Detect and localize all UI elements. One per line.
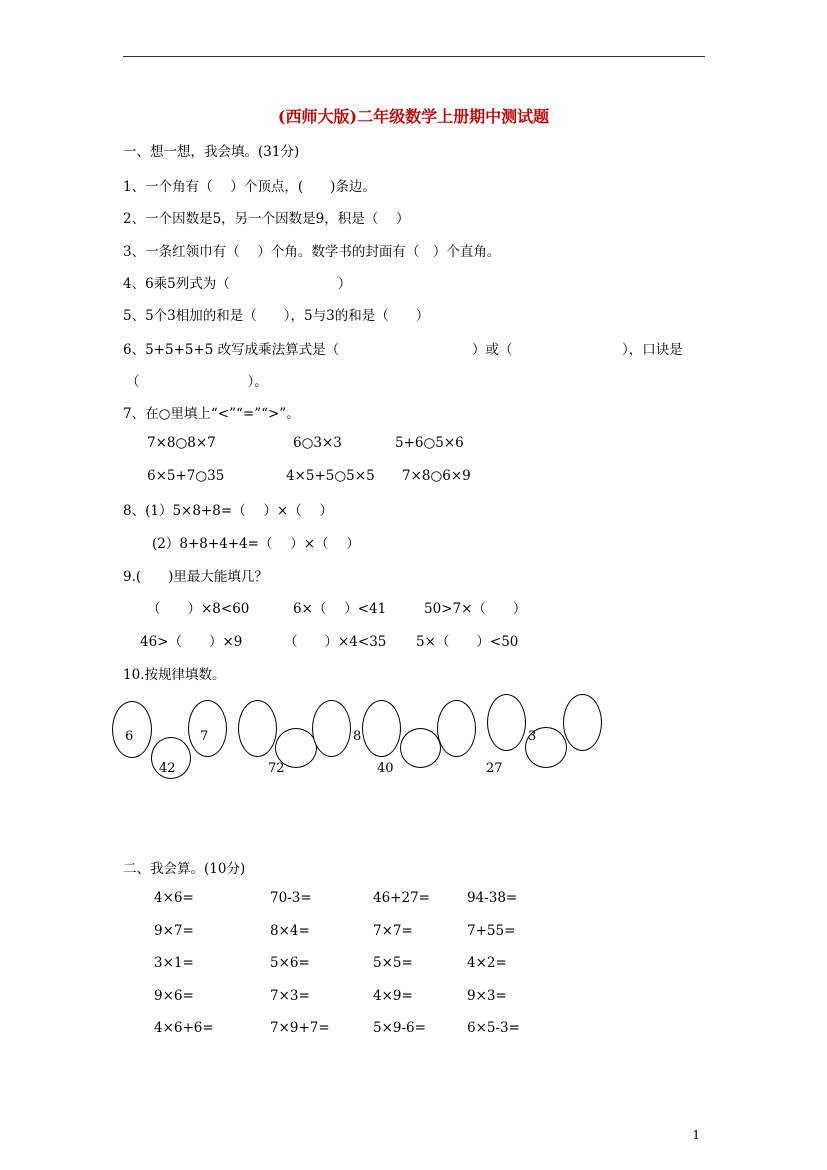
q7-item: 4×5+5○5×5 [286,468,375,484]
question-9: 9.( )里最大能填几？ [123,569,268,585]
calc-item: 5×9-6= [373,1020,426,1036]
pattern-number: 40 [377,761,394,776]
pattern-number: 7 [200,729,209,744]
q9-item: 6×（ ）<41 [293,601,387,617]
calc-item: 94-38= [467,890,518,906]
calc-item: 7×3= [270,988,310,1004]
calc-item: 7×7= [373,923,413,939]
question-8-part2: (2）8+8+4+4=（ ）×（ ） [152,536,360,552]
calc-item: 7+55= [467,923,516,939]
q9-item: 50>7×（ ） [424,601,527,617]
pattern-circle [487,694,526,751]
calc-item: 3×1= [154,955,194,971]
calc-item: 46+27= [373,890,430,906]
pattern-circle [238,700,277,757]
question-6-part2: ）或（ [472,342,513,358]
question-7: 7、在○里填上“<”“=”“>”。 [123,406,300,422]
q9-item: （ ）×8<60 [147,601,250,617]
pattern-circle [563,694,602,751]
question-4: 4、6乘5列式为（ ） [123,276,352,292]
calc-item: 7×9+7= [270,1020,330,1036]
pattern-circle [400,728,441,768]
question-1: 1、一个角有（ ）个顶点，( )条边。 [123,179,376,195]
section2-heading: 二、我会算。(10分) [123,861,246,877]
q9-item: 46>（ ）×9 [140,634,243,650]
pattern-number: 6 [125,729,134,744]
page-number: 1 [692,1128,700,1142]
pattern-circle [437,700,476,757]
calc-item: 4×9= [373,988,413,1004]
calc-item: 4×2= [467,955,507,971]
calc-item: 5×6= [270,955,310,971]
question-6-part1: 6、5+5+5+5 改写成乘法算式是（ [123,342,340,358]
q7-item: 6×5+7○35 [147,468,225,484]
page-title: (西师大版)二年级数学上册期中测试题 [277,107,550,126]
calc-item: 4×6= [154,890,194,906]
pattern-circle [312,700,351,757]
question-5: 5、5个3相加的和是（ ），5与3的和是（ ） [123,308,430,324]
question-6-part3: ），口诀是 [622,342,683,358]
calc-item: 70-3= [270,890,312,906]
q7-item: 6○3×3 [293,435,342,451]
calc-item: 4×6+6= [154,1020,214,1036]
calc-item: 8×4= [270,923,310,939]
question-8-part1: 8、(1）5×8+8=（ ）×（ ） [123,503,334,519]
header-rule [123,56,705,57]
q7-item: 7×8○6×9 [402,468,471,484]
section1-heading: 一、想一想，我会填。(31分) [123,144,300,160]
pattern-number: 42 [159,761,176,776]
pattern-number: 27 [486,761,503,776]
pattern-number: 8 [353,729,362,744]
calc-item: 9×7= [154,923,194,939]
question-2: 2、一个因数是5，另一个因数是9，积是（ ） [123,211,410,227]
pattern-number: 72 [268,761,285,776]
question-3: 3、一条红领巾有（ ）个角。数学书的封面有（ ）个直角。 [123,244,501,260]
q7-item: 7×8○8×7 [147,435,216,451]
question-6-part4: （ ）。 [126,374,268,390]
q9-item: 5×（ ）<50 [416,634,519,650]
q7-item: 5+6○5×6 [395,435,464,451]
calc-item: 9×3= [467,988,507,1004]
calc-item: 9×6= [154,988,194,1004]
calc-item: 5×5= [373,955,413,971]
calc-item: 6×5-3= [467,1020,520,1036]
pattern-circle [362,700,401,757]
question-10: 10.按规律填数。 [123,667,226,683]
pattern-number: 3 [528,729,537,744]
q9-item: （ ）×4<35 [284,634,387,650]
